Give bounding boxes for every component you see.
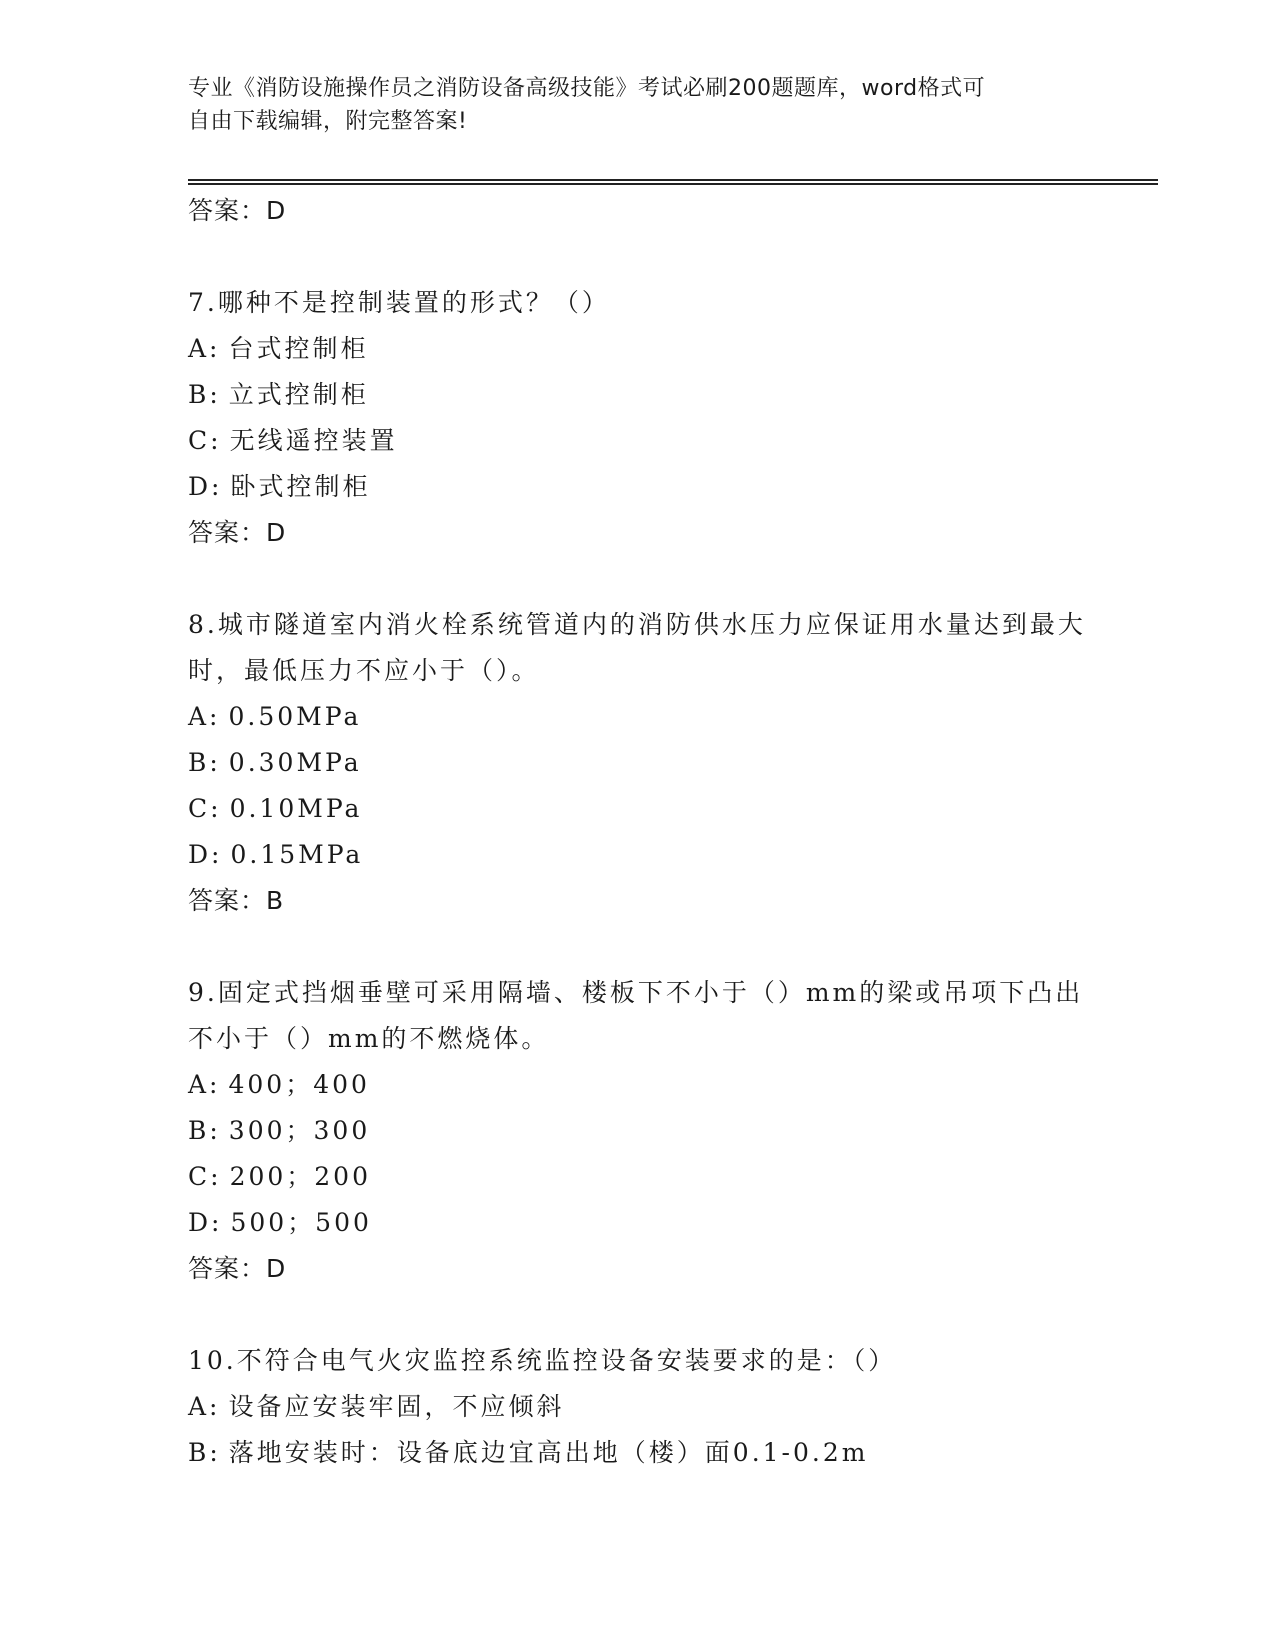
option-letter: B: [188, 380, 221, 409]
option-letter: D: [188, 1208, 223, 1237]
answer-line: 答案：D [188, 196, 287, 225]
option-b [188, 1430, 1088, 1476]
header-line-2: 自由下载编辑，附完整答案! [188, 109, 468, 134]
option-letter: B: [188, 1438, 221, 1467]
header-line-1: 专业《消防设施操作员之消防设备高级技能》考试必刷200题题库，word格式可 [188, 76, 986, 101]
option-letter: A: [188, 334, 221, 363]
question-block-8 [188, 602, 1088, 924]
question-block-9 [188, 970, 1088, 1292]
option-letter: A: [188, 1392, 221, 1421]
header-divider-bottom [188, 183, 1158, 185]
option-letter: A: [188, 1070, 221, 1099]
option-text: 设备应安装牢固，不应倾斜 [228, 1392, 565, 1421]
document-body [188, 188, 1088, 1476]
question-text: 10.不符合电气火灾监控系统监控设备安装要求的是：（） [188, 1346, 897, 1375]
option-a [188, 326, 1088, 372]
option-b [188, 1108, 1088, 1154]
option-a [188, 1062, 1088, 1108]
option-c [188, 418, 1088, 464]
option-a [188, 694, 1088, 740]
option-letter: C: [188, 1162, 222, 1191]
option-text: 300；300 [228, 1116, 371, 1145]
option-text: 无线遥控装置 [229, 426, 398, 455]
option-letter: A: [188, 702, 221, 731]
option-d [188, 832, 1088, 878]
option-text: 400；400 [228, 1070, 370, 1099]
option-letter: B: [188, 1116, 221, 1145]
question-text: 8.城市隧道室内消火栓系统管道内的消防供水压力应保证用水量达到最大时，最低压力不应小于（）。 [188, 610, 1086, 685]
answer-line: 答案：B [188, 886, 285, 915]
option-letter: B: [188, 748, 221, 777]
header-divider-top [188, 179, 1158, 181]
option-d [188, 464, 1088, 510]
question-block-10 [188, 1338, 1088, 1476]
option-text: 200；200 [229, 1162, 371, 1191]
option-letter: C: [188, 426, 222, 455]
option-b [188, 372, 1088, 418]
answer-line: 答案：D [188, 518, 287, 547]
option-text: 0.50MPa [228, 702, 362, 731]
question-text: 7.哪种不是控制装置的形式？（） [188, 288, 610, 317]
option-text: 落地安装时：设备底边宜高出地（楼）面0.1-0.2m [228, 1438, 869, 1467]
document-header [188, 72, 1088, 138]
option-text: 0.10MPa [229, 794, 363, 823]
answer-line: 答案：D [188, 1254, 287, 1283]
option-d [188, 1200, 1088, 1246]
question-text: 9.固定式挡烟垂壁可采用隔墙、楼板下不小于（）mm的梁或吊项下凸出不小于（）mm的不燃烧体。 [188, 978, 1084, 1053]
option-text: 0.15MPa [230, 840, 364, 869]
option-letter: C: [188, 794, 222, 823]
option-text: 台式控制柜 [228, 334, 369, 363]
option-text: 0.30MPa [228, 748, 362, 777]
option-letter: D: [188, 472, 223, 501]
option-letter: D: [188, 840, 223, 869]
option-a [188, 1384, 1088, 1430]
option-text: 卧式控制柜 [230, 472, 371, 501]
option-b [188, 740, 1088, 786]
option-c [188, 1154, 1088, 1200]
option-text: 500；500 [230, 1208, 372, 1237]
option-c [188, 786, 1088, 832]
option-text: 立式控制柜 [228, 380, 369, 409]
question-block-7 [188, 280, 1088, 556]
